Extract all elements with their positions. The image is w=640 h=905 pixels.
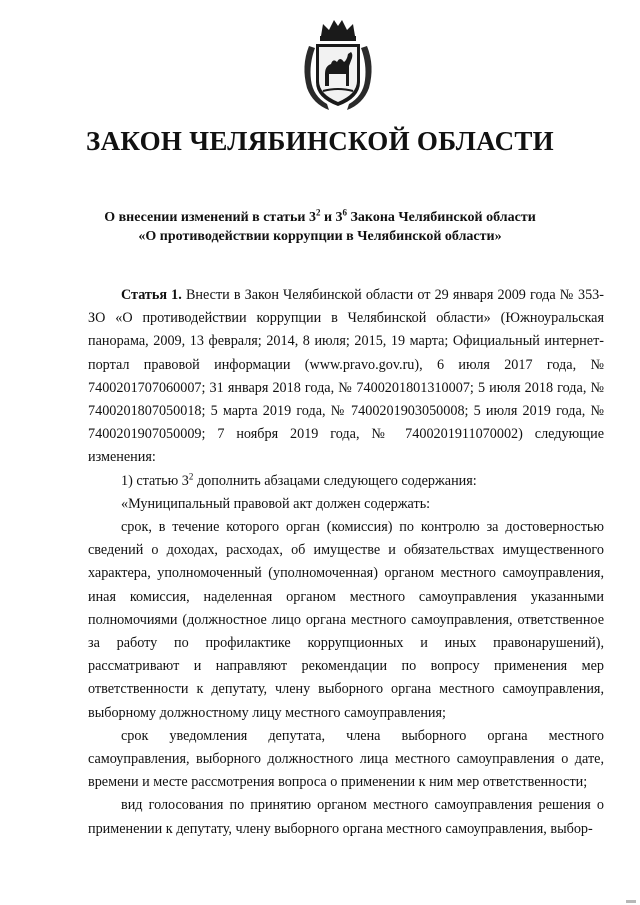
amendment-item-1: 1) статью $3^2$ дополнить абзацами следующего содержания:	[121, 470, 477, 489]
paragraph: вид голосования по принятию органом местного самоуправления решения о применении к депутату, члену выборного органа местного самоуправления, выбор-	[88, 797, 604, 837]
subtitle-line-1: О внесении изменений в статьи $3^2$ и $3^6$ Закона Челябинской области	[104, 207, 536, 225]
paragraph: срок, в течение которого орган (комиссия) по контролю за достоверностью сведений о доходах, расходах, об имуществе и обязательствах имущественного характера, уполномоченный (уполномоченная) органом местного самоуправления, иная комиссия, наделенная органом местного самоуправления указанными полномочиями (должностное лицо органа местного самоуправления, ответственное за работу по профилактике коррупционных и иных правонарушений), рассматривают и направляют рекомендации по вопросу применения мер ответственности к депутату, члену выборного органа местного самоуправления, выборному должностному лицу местного самоуправления;	[88, 519, 604, 721]
paragraph: срок уведомления депутата, члена выборного органа местного самоуправления, выборного должностного лица местного самоуправления о дате, времени и месте рассмотрения вопроса о применении к ним мер ответственности;	[88, 727, 604, 791]
document-title: ЗАКОН ЧЕЛЯБИНСКОЙ ОБЛАСТИ	[86, 126, 554, 156]
article-intro: Внести в Закон Челябинской области от 29 января 2009 года № 353-ЗО «О противодействии коррупции в Челябинской области» (Южноуральская панорама, 2009, 13 февраля; 2014, 8 июля; 2015, 19 марта; Официальный интернет-портал правовой информации (www.pravo.gov.ru), 6 июля 2017 года, № 7400201707060007; 31 января 2018 года, № 7400201801310007; 5 июля 2018 года, № 7400201807050018; 5 марта 2019 года, № 7400201903050008; 5 июля 2019 года, № 7400201907050009; 7 ноября 2019 года, № 7400201911070002) следующие изменения:	[88, 287, 604, 466]
law-subtitle	[0, 208, 640, 246]
article-1-paragraph	[88, 284, 604, 470]
coat-of-arms-icon	[299, 16, 377, 112]
article-label: Статья 1.	[121, 287, 182, 303]
scan-artifact	[626, 900, 636, 903]
coat-of-arms-emblem	[299, 16, 377, 112]
subtitle-line-2: «О противодействии коррупции в Челябинской области»	[138, 229, 502, 244]
paragraph: «Муниципальный правовой акт должен содержать:	[121, 495, 431, 512]
law-body	[88, 284, 604, 841]
